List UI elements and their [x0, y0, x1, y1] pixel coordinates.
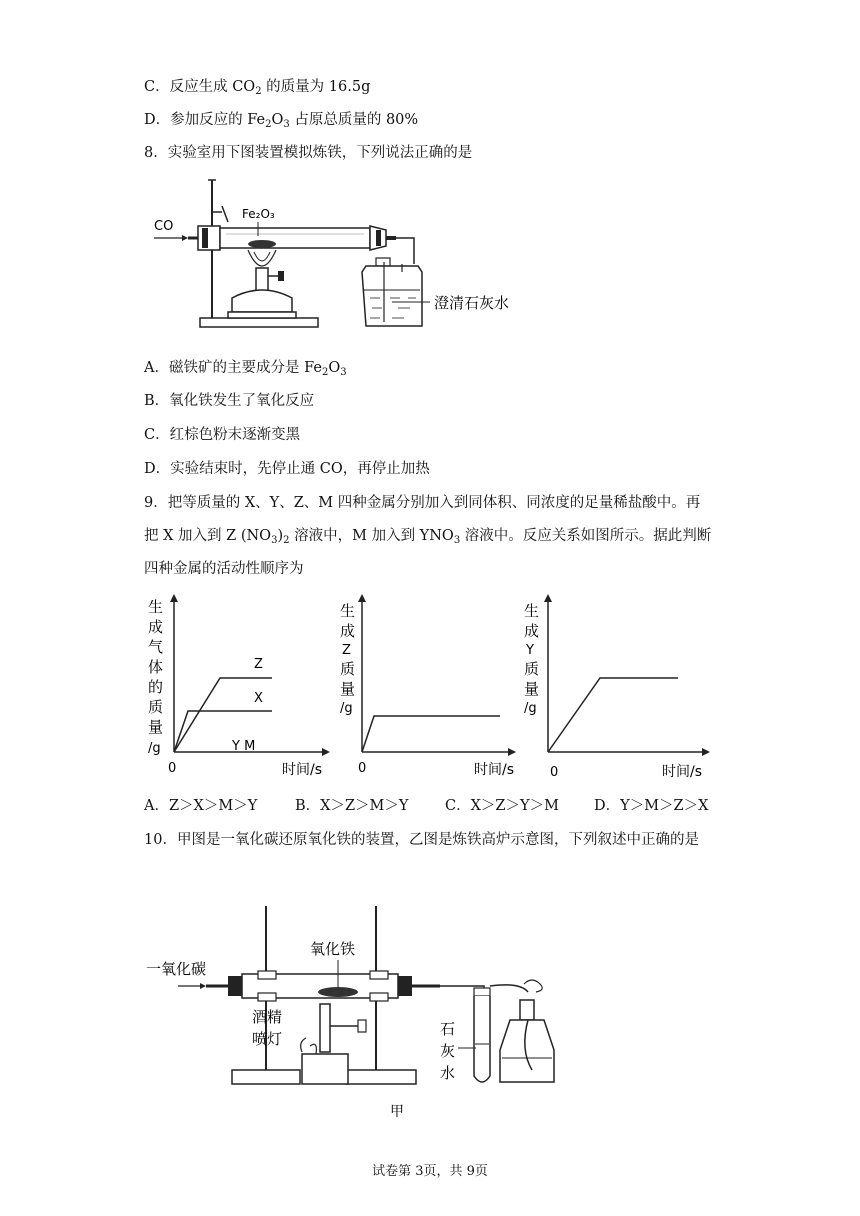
q10-figure-caption: 甲: [390, 1104, 404, 1120]
q8-stem: 8．实验室用下图装置模拟炼铁，下列说法正确的是: [144, 145, 473, 161]
q10-lamp-label: 喷灯: [252, 1030, 283, 1048]
q9-graph-3: [518, 592, 714, 787]
q9-option-b[interactable]: B．X＞Z＞M＞Y: [295, 798, 409, 814]
ylabel-char: 气: [148, 638, 164, 656]
q8-apparatus-figure: [140, 172, 520, 340]
q10-co-label: 一氧化碳: [146, 960, 207, 978]
q8-option-a-text: A．磁铁矿的主要成分是 Fe: [144, 360, 322, 376]
q8-limewater-label: 澄清石灰水: [434, 294, 510, 312]
xlabel: 时间/s: [662, 764, 703, 780]
series-z-label: Z: [254, 657, 263, 672]
q9-stem-line1: 9．把等质量的 X、Y、Z、M 四种金属分别加入到同体积、同浓度的足量稀盐酸中。再: [144, 495, 701, 511]
q9-line2-d: 溶液中。反应关系如图所示。据此判断: [460, 528, 712, 544]
subscript: 3: [271, 535, 278, 546]
origin-label: 0: [358, 761, 367, 776]
q9-line2-b: ): [277, 528, 284, 544]
q7-option-c-text: C．反应生成 CO: [144, 79, 256, 95]
series-ym-label: Y M: [232, 739, 256, 754]
q7-option-d-mid: O: [271, 112, 284, 128]
ylabel-char: 的: [148, 678, 164, 696]
ylabel-char: 成: [340, 622, 356, 640]
q9-graph-1-ylabel: [148, 598, 163, 756]
series-x-line: [174, 711, 272, 752]
ylabel-char: 量: [340, 680, 356, 698]
q10-fe2o3-label: 氧化铁: [310, 940, 356, 958]
origin-label: 0: [550, 765, 559, 780]
q9-graph-2: [334, 592, 524, 787]
q9-option-d[interactable]: D．Y＞M＞Z＞X: [594, 798, 709, 814]
ylabel-char: 质: [148, 698, 164, 716]
q8-option-b[interactable]: B．氧化铁发生了氧化反应: [144, 393, 315, 409]
q7-option-d[interactable]: [144, 108, 418, 130]
ylabel-char: Y: [526, 643, 534, 658]
page-footer: 试卷第 3页，共 9页: [372, 1164, 488, 1179]
q9-stem-line3: 四种金属的活动性顺序为: [144, 561, 304, 577]
ylabel-char: 量: [148, 718, 164, 736]
ylabel-char: Z: [342, 643, 351, 658]
series-y-mass-line: [548, 678, 678, 752]
series-x-label: X: [254, 691, 263, 706]
q10-lamp-label: 酒精: [252, 1008, 283, 1026]
ylabel-char: /g: [148, 741, 161, 756]
ylabel-char: 生: [524, 602, 540, 620]
series-z-line: [174, 678, 272, 752]
subscript: 3: [283, 119, 290, 130]
q8-option-c[interactable]: C．红棕色粉末逐渐变黑: [144, 427, 301, 443]
q7-option-d-text: D．参加反应的 Fe: [144, 112, 266, 128]
xlabel: 时间/s: [282, 762, 323, 778]
q9-option-a[interactable]: A．Z＞X＞M＞Y: [144, 798, 258, 814]
ylabel-char: 量: [524, 680, 540, 698]
subscript: 2: [265, 119, 272, 130]
q8-co-label: CO: [154, 219, 174, 234]
q7-option-d-suffix: 占原总质量的 80%: [289, 112, 419, 128]
q8-option-d[interactable]: D．实验结束时，先停止通 CO，再停止加热: [144, 461, 430, 477]
subscript: 2: [283, 535, 290, 546]
subscript: 3: [453, 535, 461, 546]
subscript: 2: [255, 86, 262, 97]
q10-apparatus-figure: [140, 900, 560, 1125]
q10-stem: 10．甲图是一氧化碳还原氧化铁的装置，乙图是炼铁高炉示意图，下列叙述中正确的是: [144, 832, 699, 848]
ylabel-char: 质: [340, 660, 356, 678]
subscript: 3: [340, 367, 347, 378]
q8-option-a[interactable]: [144, 356, 347, 378]
q10-limewater-label: 灰: [440, 1042, 456, 1060]
subscript: 2: [321, 367, 329, 378]
q8-fe2o3-label: Fe₂O₃: [242, 207, 275, 221]
ylabel-char: /g: [340, 701, 353, 716]
series-z-mass-line: [362, 716, 500, 752]
q9-stem-line2: [144, 524, 711, 546]
q8-option-a-mid: O: [328, 360, 341, 376]
q9-graph-1: [140, 592, 340, 787]
xlabel: 时间/s: [474, 762, 515, 778]
ylabel-char: 质: [524, 660, 540, 678]
ylabel-char: 成: [148, 618, 164, 636]
q10-limewater-label: 水: [440, 1064, 456, 1082]
ylabel-char: 体: [148, 658, 164, 676]
q10-limewater-label: 石: [440, 1020, 456, 1038]
q9-line2-c: 溶液中，M 加入到 YNO: [289, 528, 454, 544]
q7-option-c[interactable]: [144, 75, 370, 97]
q9-line2-a: 把 X 加入到 Z (NO: [144, 528, 272, 544]
ylabel-char: 生: [340, 602, 356, 620]
origin-label: 0: [168, 761, 177, 776]
ylabel-char: 成: [524, 622, 540, 640]
ylabel-char: /g: [524, 701, 537, 716]
ylabel-char: 生: [148, 598, 164, 616]
q7-option-c-suffix: 的质量为 16.5g: [261, 79, 371, 95]
q9-option-c[interactable]: C．X＞Z＞Y＞M: [445, 798, 559, 814]
